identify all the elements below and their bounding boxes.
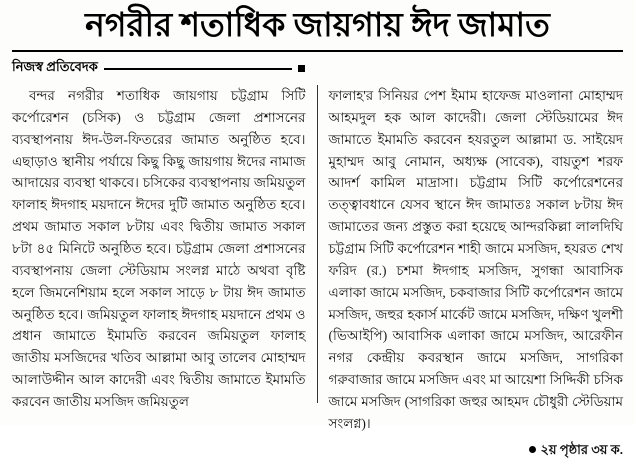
jump-line: ২য় পৃষ্ঠার ৩য় ক. xyxy=(540,441,623,457)
article-body-right: ফালাহ'র সিনিয়র পেশ ইমাম হাফেজ মাওলানা মোহাম্মদ আহমদুল হক আল কাদেরী। জেলা স্টেডিয়ামের ঈদ জামাতে ইমামতি করবেন হযরতুল আল্লামা ড. সাইয়েদ মুহাম্মদ আবু নোমান, অধ্যক্ষ (সাবেক), বায়তুশ শরফ আদর্শ কামিল মাদ্রাসা। চট্টগ্রাম সিটি কর্পোরেশনের তত্ত্বাবধানে যেসব স্থানে ঈদ জামাতঃ সকাল ৮টায় ঈদ জামাতের জন্য প্রস্তুত করা হয়েছে আন্দরকিল্লা লালদিঘি চট্টগ্রাম সিটি কর্পোরেশন শাহী জামে মসজিদ, হযরত শেখ ফরিদ (র.) চশমা ঈদগাহ মসজিদ, সুগন্ধা আবাসিক এলাকা জামে মসজিদ, চকবাজার সিটি কর্পোরেশন জামে মসজিদ, জহুর হকার্স মার্কেট জামে মসজিদ, দক্ষিণ খুলশী (ভিআইপি) আবাসিক এলাকা জামে মসজিদ, আরেফীন নগর কেন্দ্রীয় কবরস্থান জামে মসজিদ, সাগরিকা গরুবাজার জামে মসজিদ এবং মা আয়েশা সিদ্দিকী চসিক জামে মসজিদ (সাগরিকা জহুর আহমদ চৌধুরী স্টেডিয়াম সংলগ্ন)। xyxy=(328,87,623,431)
byline-row xyxy=(12,58,305,79)
headline-divider xyxy=(12,50,623,52)
page-title: নগরীর শতাধিক জায়গায় ঈদ জামাত xyxy=(85,8,550,44)
article-body-left: বন্দর নগরীর শতাধিক জায়গায় চট্টগ্রাম সিটি কর্পোরেশন (চসিক) ও চট্টগ্রাম জেলা প্রশাসনের ব্যবস্থাপনায় ঈদ-উল-ফিতরের জামাত অনুষ্ঠিত হবে। এছাড়াও স্থানীয় পর্যায়ে কিছু কিছু জায়গায় ঈদের নামাজ আদায়ের ব্যবস্থা থাকবে। চসিকের ব্যবস্থাপনায় জমিয়তুল ফালাহ ঈদগাহ ময়দানে ঈদের দুটি জামাত অনুষ্ঠিত হবে। প্রথম জামাত সকাল ৮টায় এবং দ্বিতীয় জামাত সকাল ৮টা ৪৫ মিনিটে অনুষ্ঠিত হবে। চট্টগ্রাম জেলা প্রশাসনের ব্যবস্থাপনায় জেলা স্টেডিয়াম সংলগ্ন মাঠে অথবা বৃষ্টি হলে জিমনেশিয়াম হলে সকাল সাড়ে ৮ টায় ঈদ জামাত অনুষ্ঠিত হবে। জমিয়তুল ফালাহ ঈদগাহ ময়দানে প্রথম ও প্রধান জামাতে ইমামতি করবেন জমিয়তুল ফালাহ জাতীয় মসজিদের খতিব আল্লামা আবু তালেব মোহাম্মদ আলাউদ্দীন আল কাদেরী এবং দ্বিতীয় জামাতে ইমামতি করবেন জাতীয় মসজিদ জমিয়তুল xyxy=(12,87,306,409)
article-column-right xyxy=(318,85,624,457)
article-column-left xyxy=(12,85,318,409)
bullet-dot-icon xyxy=(529,446,536,453)
byline-author: নিজস্ব প্রতিবেদক xyxy=(12,58,98,74)
byline-rule xyxy=(104,68,292,70)
jump-line-row xyxy=(329,439,624,460)
article-columns xyxy=(12,85,623,457)
byline-square-icon xyxy=(298,65,305,72)
